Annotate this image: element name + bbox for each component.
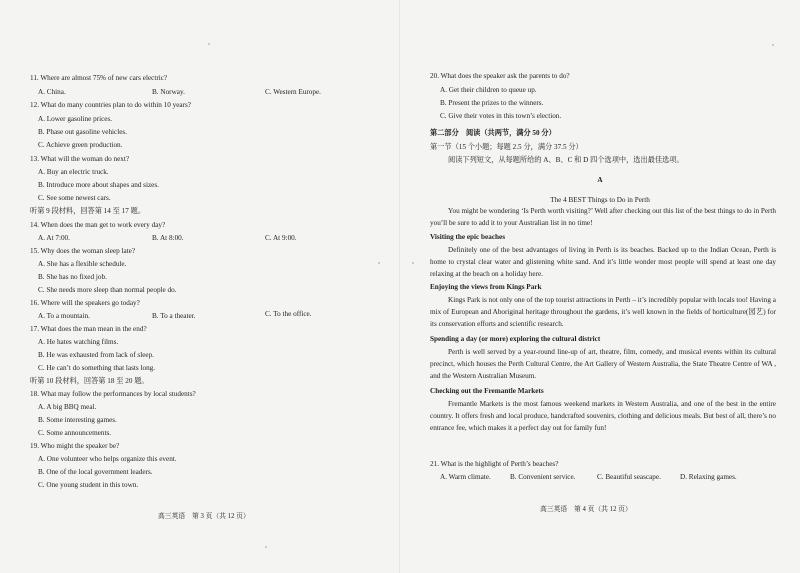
heading-kings-park: Enjoying the views from Kings Park [430, 283, 542, 291]
q17-option-a: A. He hates watching films. [38, 338, 119, 346]
question-20: 20. What does the speaker ask the parents to do? [430, 72, 570, 80]
q12-option-c: C. Achieve green production. [38, 141, 123, 149]
question-14: 14. When does the man get to work every day? [30, 221, 166, 229]
q21-option-b: B. Convenient service. [510, 473, 576, 481]
paragraph-beaches: Definitely one of the best advantages of living in Perth is its beaches. Backed up to the Indian Ocean, Perth is home to crystal clear water and glistening white sand. And it’s little wonder most people will spend at least one day relaxing at the beach on a holiday here. [430, 246, 776, 279]
passage-9-intro: 听第 9 段材料，回答第 14 至 17 题。 [30, 207, 146, 215]
q14-option-c: C. At 9:00. [265, 234, 297, 242]
question-13: 13. What will the woman do next? [30, 155, 130, 163]
q17-option-b: B. He was exhausted from lack of sleep. [38, 351, 154, 359]
q15-option-c: C. She needs more sleep than normal people do. [38, 286, 177, 294]
passage-10-intro: 听第 10 段材料，回答第 18 至 20 题。 [30, 377, 149, 385]
q21-option-d: D. Relaxing games. [680, 473, 737, 481]
q18-option-b: B. Some interesting games. [38, 416, 117, 424]
heading-fremantle-markets: Checking out the Fremantle Markets [430, 387, 544, 395]
paragraph-cultural-district: Perth is well served by a year-round line-up of art, theatre, film, comedy, and musical events within its cultural precinct, which houses the Perth Cultural Centre, the Art Gallery of Western Australia, the State Theatre Centre of WA , and the Western Australian Museum. [430, 348, 776, 381]
heading-cultural-district: Spending a day (or more) exploring the cultural district [430, 335, 601, 343]
page-3-footer: 高三英语 第 3 页（共 12 页） [158, 513, 250, 520]
question-18: 18. What may follow the performances by local students? [30, 390, 196, 398]
paragraph-kings-park: Kings Park is not only one of the top tourist attractions in Perth – it’s incredibly popular with locals too! Having a mix of European and Aboriginal heritage throughout the gardens, it’s well known in the fields of horticulture(园艺) for its conservation efforts and scientific research. [430, 296, 776, 329]
q20-option-c: C. Give their votes in this town’s election. [440, 112, 562, 120]
q15-option-b: B. She has no fixed job. [38, 273, 107, 281]
scan-speck [378, 262, 380, 264]
question-16: 16. Where will the speakers go today? [30, 299, 140, 307]
scan-speck [412, 262, 414, 264]
scan-speck [265, 546, 267, 548]
q14-option-a: A. At 7:00. [38, 234, 70, 242]
paragraph-fremantle-markets: Fremantle Markets is the most famous weekend markets in Western Australia, and one of the best in the entire country. It offers fresh and local produce, handcrafted souvenirs, clothing and delicious meals. But best of all, there’s no entrance fee, which makes it a perfect day out for family fun! [430, 400, 776, 433]
question-19: 19. Who might the speaker be? [30, 442, 120, 450]
q21-option-a: A. Warm climate. [440, 473, 491, 481]
q16-option-a: A. To a mountain. [38, 312, 90, 320]
q13-option-c: C. See some newest cars. [38, 194, 111, 202]
question-21: 21. What is the highlight of Perth’s beaches? [430, 460, 559, 468]
question-17: 17. What does the man mean in the end? [30, 325, 147, 333]
q13-option-a: A. Buy an electric truck. [38, 168, 109, 176]
part-2-heading: 第二部分 阅读（共两节，满分 50 分） [430, 129, 556, 137]
q11-option-a: A. China. [38, 88, 66, 96]
section-1-heading: 第一节（15 个小题；每题 2.5 分，满分 37.5 分） [430, 143, 583, 151]
question-15: 15. Why does the woman sleep late? [30, 247, 136, 255]
q18-option-a: A. A big BBQ meal. [38, 403, 97, 411]
q11-option-b: B. Norway. [152, 88, 185, 96]
reading-instructions: 阅读下列短文，从每题所给的 A、B、C 和 D 四个选项中，选出最佳选项。 [448, 156, 684, 164]
q16-option-c: C. To the office. [265, 310, 312, 318]
q20-option-a: A. Get their children to queue up. [440, 86, 537, 94]
q16-option-b: B. To a theater. [152, 312, 196, 320]
q19-option-b: B. One of the local government leaders. [38, 468, 153, 476]
q11-option-c: C. Western Europe. [265, 88, 321, 96]
scan-speck [772, 44, 774, 46]
passage-title: The 4 BEST Things to Do in Perth [550, 196, 650, 204]
q21-option-c: C. Beautiful seascape. [597, 473, 661, 481]
q12-option-a: A. Lower gasoline prices. [38, 115, 113, 123]
q19-option-a: A. One volunteer who helps organize this event. [38, 455, 177, 463]
q20-option-b: B. Present the prizes to the winners. [440, 99, 544, 107]
q15-option-a: A. She has a flexible schedule. [38, 260, 127, 268]
passage-letter: A [597, 176, 603, 184]
question-11: 11. Where are almost 75% of new cars electric? [30, 74, 168, 82]
passage-intro: You might be wondering ‘Is Perth worth visiting?’ Well after checking out this list of the best things to do in Perth you’ll be sure to add it to your Australian list in no time! [430, 207, 777, 228]
q18-option-c: C. Some announcements. [38, 429, 112, 437]
q12-option-b: B. Phase out gasoline vehicles. [38, 128, 128, 136]
page-4 [400, 0, 800, 573]
q13-option-b: B. Introduce more about shapes and sizes. [38, 181, 159, 189]
question-12: 12. What do many countries plan to do within 10 years? [30, 101, 191, 109]
heading-beaches: Visiting the epic beaches [430, 233, 505, 241]
page-4-footer: 高三英语 第 4 页（共 12 页） [540, 506, 632, 513]
scan-speck [208, 43, 210, 45]
q14-option-b: B. At 8:00. [152, 234, 184, 242]
q17-option-c: C. He can’t do something that lasts long. [38, 364, 156, 372]
q19-option-c: C. One young student in this town. [38, 481, 139, 489]
